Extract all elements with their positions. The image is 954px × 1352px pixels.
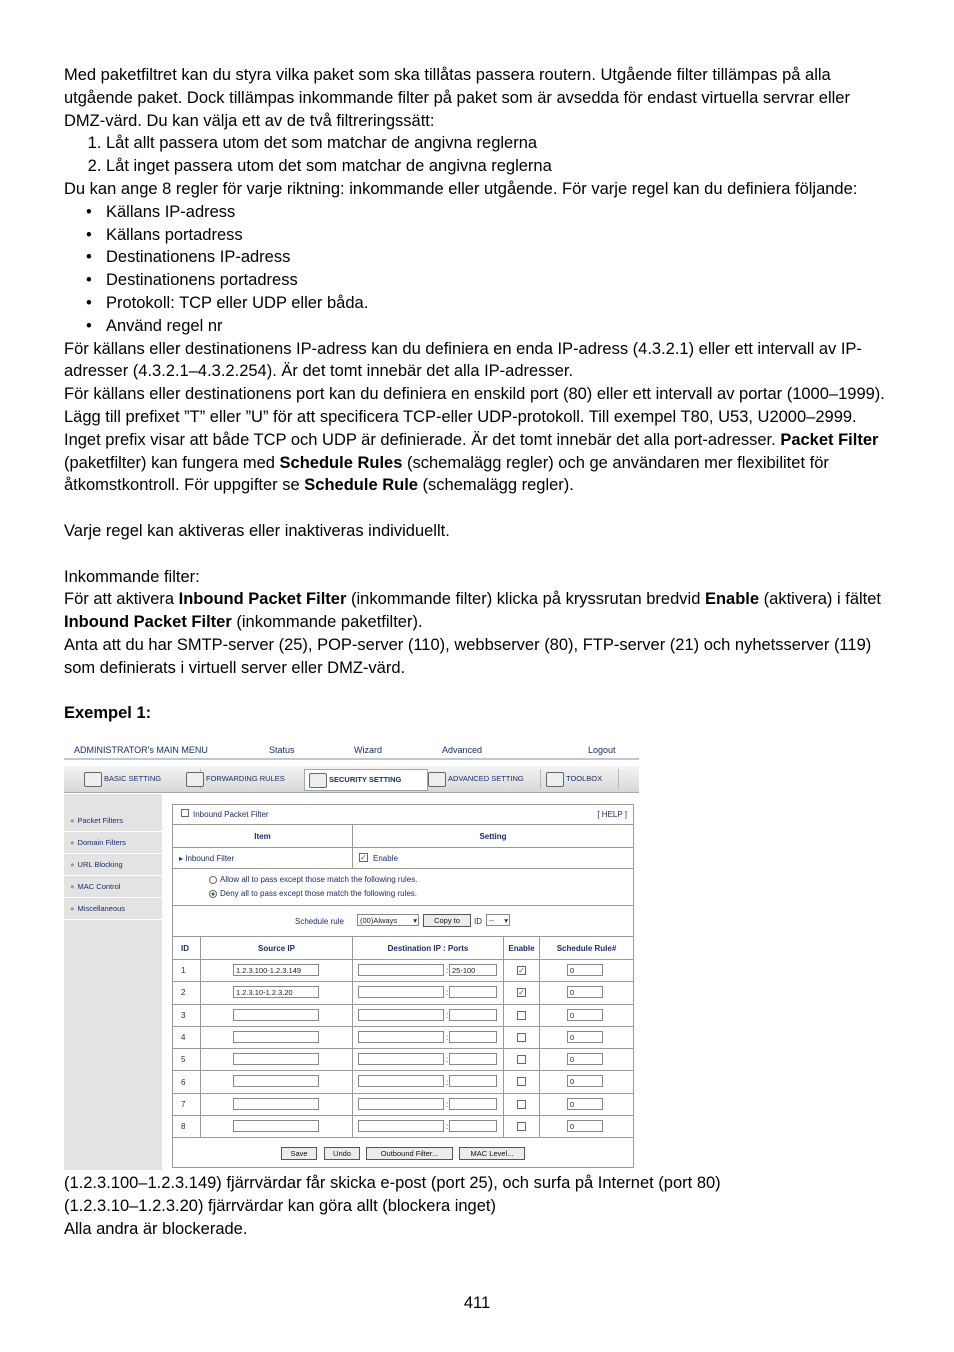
undo-button[interactable]: Undo [324,1147,360,1160]
rule-enable-checkbox[interactable] [517,1077,526,1086]
table-row: 3 : 0 [173,1005,633,1027]
list-item: • Källans IP-adress [106,201,894,224]
sidebar-item-domain-filters[interactable]: ● Domain Filters [64,832,162,854]
main-tabs [64,766,639,793]
deny-all-radio[interactable]: Deny all to pass except those match the following rules. [209,889,417,898]
chevron-down-icon: ▾ [504,916,508,925]
list-item: • Destinationens IP-adress [106,246,894,269]
schedule-rule-input[interactable]: 0 [567,1009,603,1021]
destination-ip-input[interactable] [358,1120,444,1132]
destination-ip-input[interactable] [358,1031,444,1043]
filter-mode-list [64,132,894,178]
rule-enable-checkbox[interactable]: ✓ [518,988,525,998]
example-explanation [64,1172,721,1240]
inbound-heading: Inkommande filter: [64,567,200,586]
table-row: 2 1.2.3.10-1.2.3.20 : ✓ 0 [173,982,633,1004]
inbound-filter-label: ▸ Inbound Filter [179,853,235,863]
rule-enable-checkbox[interactable] [517,1055,526,1064]
rule-id: 5 [181,1055,186,1065]
mac-level-button[interactable]: MAC Level... [459,1147,525,1160]
list-item: • Källans portadress [106,224,894,247]
table-row: 8 : 0 [173,1116,633,1138]
destination-port-input[interactable] [449,1009,497,1021]
advanced-icon [428,772,446,787]
document-body [64,64,894,725]
destination-ip-input[interactable] [358,986,444,998]
rule-enable-checkbox[interactable] [517,1122,526,1131]
inbound-filter-panel [172,804,634,1168]
mode-row [173,869,633,906]
destination-header: Destination IP : Ports [387,943,469,953]
id-label: ID [474,916,482,926]
source-ip-input[interactable] [233,1009,319,1021]
panel-title: Inbound Packet Filter [ HELP ] [173,805,633,825]
forwarding-icon [186,772,204,787]
destination-port-input[interactable]: 25-100 [449,964,497,976]
enable-checkbox[interactable]: ✓ [360,853,367,862]
admin-menu-link[interactable]: ADMINISTRATOR's MAIN MENU [74,745,208,755]
schedule-rule-select[interactable]: (00)Always ▾ [357,914,419,926]
schedule-row [173,906,633,937]
id-header: ID [181,943,189,953]
status-link[interactable]: Status [269,745,295,755]
sidebar [64,794,162,1170]
button-row [173,1138,633,1168]
schedule-rule-label: Schedule rule [295,916,344,926]
source-ip-input[interactable] [233,1053,319,1065]
chevron-down-icon: ▾ [413,916,417,925]
logout-link[interactable]: Logout [588,745,616,755]
list-item: • Protokoll: TCP eller UDP eller båda. [106,292,894,315]
page-number: 411 [463,1294,491,1312]
ip-paragraph: För källans eller destinationens IP-adress kan du definiera en enda IP-adress (4.3.2.1) eller ett intervall av IP-adresser (4.3.2.1–4.3.2.254). Är det tomt innebär det alla IP-adresser. [64,339,862,381]
destination-ip-input[interactable] [358,964,444,976]
rule-enable-checkbox[interactable]: ✓ [518,966,525,975]
allow-all-radio[interactable]: Allow all to pass except those match the following rules. [209,875,417,884]
rule-id: 4 [181,1033,186,1043]
top-menu-bar [64,744,639,760]
destination-port-input[interactable] [449,1075,497,1087]
rule-enable-checkbox[interactable] [517,1100,526,1109]
wizard-link[interactable]: Wizard [354,745,383,755]
destination-port-input[interactable] [449,1053,497,1065]
destination-port-input[interactable] [449,986,497,998]
rules-paragraph: Du kan ange 8 regler för varje riktning: inkommande eller utgående. För varje regel kan du definiera följande: [64,179,858,198]
rules-table [173,960,633,1138]
settings-header-row [173,825,633,848]
source-ip-input[interactable] [233,1031,319,1043]
save-button[interactable]: Save [281,1147,317,1160]
item-header: Item [254,831,271,841]
destination-ip-input[interactable] [358,1053,444,1065]
outbound-filter-button[interactable]: Outbound Filter... [366,1147,453,1160]
source-ip-input[interactable] [233,1098,319,1110]
schedule-rule-input[interactable]: 0 [567,1098,603,1110]
rule-id: 8 [181,1122,186,1132]
port-paragraph: För källans eller destinationens port kan du definiera en enskild port (80) eller ett intervall av portar (1000–1999). Lägg till prefixet ”T” eller ”U” för att specificera TCP-eller UDP-protokoll. Till exempel T80, U53, U2000–2999. Inget prefix visar att både TCP och UDP är definierade. Är det tomt innebär det alla port-adresser. Packet Filter (paketfilter) kan fungera med Schedule Rules (schemalägg regler) och ge användaren mer flexibilitet för åtkomstkontroll. För uppgifter se Schedule Rule (schemalägg regler). [64,385,885,495]
rule-id: 3 [181,1010,186,1020]
schedule-rule-input[interactable]: 0 [567,1053,603,1065]
sidebar-item-mac-control[interactable]: ● MAC Control [64,876,162,898]
tab-forwarding-rules[interactable]: FORWARDING RULES [182,769,311,789]
schedule-rule-input[interactable]: 0 [567,964,603,976]
schedule-rule-input[interactable]: 0 [567,1120,603,1132]
rule-id: 2 [181,988,186,998]
table-row: 6 : 0 [173,1071,633,1093]
explanation-line: (1.2.3.100–1.2.3.149) fjärrvärdar får skicka e-post (port 25), och surfa på Internet (port 80) [64,1174,721,1192]
table-row: 4 : 0 [173,1027,633,1049]
tab-advanced-setting[interactable]: ADVANCED SETTING [424,769,541,789]
help-link[interactable]: [ HELP ] [597,810,627,819]
destination-ip-input[interactable] [358,1098,444,1110]
inbound-paragraph: För att aktivera Inbound Packet Filter (inkommande filter) klicka på kryssrutan bredvid Enable (aktivera) i fältet Inbound Packet Filter (inkommande paketfilter). [64,590,882,632]
example-heading: Exempel 1: [64,704,152,723]
setting-header: Setting [479,831,507,841]
rule-enable-checkbox[interactable] [517,1033,526,1042]
explanation-line: (1.2.3.10–1.2.3.20) fjärrvärdar kan göra allt (blockera inget) [64,1196,496,1215]
sidebar-item-url-blocking[interactable]: ● URL Blocking [64,854,162,876]
schedule-rule-input[interactable]: 0 [567,1075,603,1087]
basic-setting-icon [84,772,102,787]
explanation-line: Alla andra är blockerade. [64,1219,248,1238]
toolbox-icon [546,772,564,787]
servers-paragraph: Anta att du har SMTP-server (25), POP-server (110), webbserver (80), FTP-server (21) och nyhetsserver (119) som definierats i virtuell server eller DMZ-värd. [64,635,872,677]
advanced-link[interactable]: Advanced [442,745,483,755]
tab-security-setting[interactable]: SECURITY SETTING [304,769,428,791]
sidebar-item-packet-filters[interactable]: ● Packet Filters [64,810,162,832]
tab-basic-setting[interactable]: BASIC SETTING [80,769,201,789]
intro-paragraph: Med paketfiltret kan du styra vilka paket som ska tillåtas passera routern. Utgående filter tillämpas på alla utgående paket. Dock tillämpas inkommande filter på paket som är avsedda för endast virtuella servrar eller DMZ-värd. Du kan välja ett av de två filtreringssätt: [64,66,850,130]
copy-to-button[interactable]: Copy to [423,914,471,927]
source-ip-input[interactable]: 1.2.3.10-1.2.3.20 [233,986,319,998]
destination-port-input[interactable] [449,1098,497,1110]
list-item: 2. Låt inget passera utom det som matchar de angivna reglerna [106,155,894,178]
rule-id: 6 [181,1077,186,1087]
destination-port-input[interactable] [449,1120,497,1132]
source-ip-input[interactable] [233,1120,319,1132]
enable-header: Enable [508,943,535,953]
rule-enable-checkbox[interactable] [517,1011,526,1020]
list-item: 1. Låt allt passera utom det som matchar de angivna reglerna [106,132,894,155]
source-ip-input[interactable] [233,1075,319,1087]
rules-header-row [173,937,633,960]
rule-id: 7 [181,1099,186,1109]
tab-toolbox[interactable]: TOOLBOX [542,769,619,789]
security-icon [309,773,327,788]
sidebar-item-miscellaneous[interactable]: ● Miscellaneous [64,898,162,920]
schedule-rule-input[interactable]: 0 [567,986,603,998]
list-item: • Destinationens portadress [106,269,894,292]
table-row: 7 : 0 [173,1094,633,1116]
table-row: 5 : 0 [173,1049,633,1071]
destination-ip-input[interactable] [358,1075,444,1087]
schedule-rule-input[interactable]: 0 [567,1031,603,1043]
source-ip-input[interactable]: 1.2.3.100-1.2.3.149 [233,964,319,976]
destination-ip-input[interactable] [358,1009,444,1021]
table-row: 1 1.2.3.100-1.2.3.149 : 25-100 ✓ 0 [173,960,633,982]
id-select[interactable]: -- ▾ [486,914,510,926]
source-ip-header: Source IP [258,943,295,953]
rule-id: 1 [181,966,186,976]
inbound-filter-row [173,848,633,869]
rule-fields-list [64,201,894,338]
schedule-rule-header: Schedule Rule# [556,943,617,953]
router-screenshot [64,744,639,1170]
destination-port-input[interactable] [449,1031,497,1043]
enable-label: Enable [373,853,398,863]
enable-paragraph: Varje regel kan aktiveras eller inaktiveras individuellt. [64,521,450,540]
list-item: • Använd regel nr [106,315,894,338]
